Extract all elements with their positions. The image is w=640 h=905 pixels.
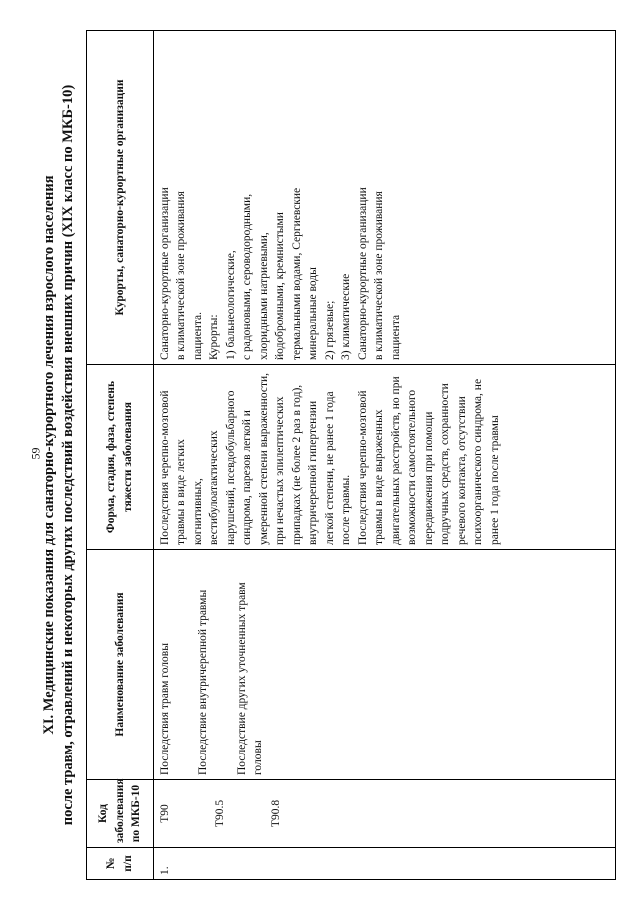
code-t90-5: T90.5 bbox=[214, 799, 226, 828]
form-line: травмы в виде легких bbox=[175, 439, 187, 545]
resort-line: йодобромными, кремнистыми bbox=[274, 212, 286, 360]
form-line: когнитивных, bbox=[191, 478, 204, 545]
table-row bbox=[153, 31, 615, 880]
form-line: вестибулоатактических bbox=[208, 430, 220, 545]
document-title bbox=[40, 30, 78, 880]
title-line-1: XI. Медицинские показания для санаторно-курортного лечения взрослого населения bbox=[41, 175, 57, 735]
form-line: ранее 1 года после травмы bbox=[488, 415, 501, 545]
resort-line: 2) грязевые; bbox=[323, 300, 336, 360]
form-line: психоорганического синдрома, не bbox=[472, 378, 484, 545]
disease-name-1: Последствия травм головы bbox=[158, 643, 171, 775]
form-line: двигательных расстройств, но при bbox=[389, 376, 402, 545]
disease-name-2: Последствие внутричерепной травмы bbox=[197, 589, 209, 775]
form-line: Последствия черепно-мозговой bbox=[356, 390, 369, 545]
rotated-content bbox=[40, 30, 620, 880]
resort-line: 3) климатические bbox=[340, 273, 352, 360]
header-resorts: Курорты, санаторно-курортные организации bbox=[87, 31, 154, 365]
disease-name-3: Последствие других уточненных травм головы bbox=[235, 582, 264, 775]
header-code: Код заболевания по МКБ-10 bbox=[87, 780, 154, 848]
title-line-2: после травм, отравлений и некоторых других последствий воздействия внешних причин (XIX класс по МКБ-10) bbox=[60, 84, 76, 826]
cell-disease-names bbox=[153, 550, 615, 780]
resort-line: в климатической зоне проживания bbox=[175, 191, 187, 360]
header-form-stage: Форма, стадия, фаза, степень тяжести заболевания bbox=[87, 365, 154, 550]
form-line: речевого контакта, отсутствии bbox=[455, 396, 468, 545]
header-disease-name: Наименование заболевания bbox=[87, 550, 154, 780]
code-t90: T90 bbox=[158, 804, 171, 823]
resort-line: термальными водами, Сергиевские bbox=[290, 187, 303, 360]
indications-table bbox=[86, 30, 616, 880]
header-number: № п/п bbox=[87, 848, 154, 880]
resort-line: пациента. bbox=[191, 312, 204, 360]
form-line: подручных средств, сохранности bbox=[439, 383, 451, 545]
cell-form-stage bbox=[153, 365, 615, 550]
form-line: припадках (не более 2 раз в год), bbox=[290, 384, 303, 545]
resort-line: хлоридными натриевыми, bbox=[257, 232, 270, 360]
form-line: синдрома, парезов легкой и bbox=[241, 410, 253, 545]
resort-line: Санаторно-курортные организации bbox=[158, 187, 171, 360]
resort-line: 1) бальнеологические, bbox=[224, 250, 237, 360]
resort-line: в климатической зоне проживания bbox=[373, 191, 385, 360]
form-line: умеренной степени выраженности, bbox=[257, 372, 270, 545]
form-line: Последствия черепно-мозговой bbox=[158, 390, 171, 545]
cell-codes bbox=[153, 780, 615, 848]
form-line: после травмы. bbox=[340, 474, 352, 545]
form-line: внутричерепной гипертензии bbox=[307, 400, 319, 545]
form-line: при нечастых эпилептических bbox=[274, 396, 286, 545]
resort-line: Санаторно-курортные организации bbox=[356, 187, 369, 360]
form-line: возможности самостоятельного bbox=[406, 389, 418, 545]
form-line: легкой степени, не ранее 1 года bbox=[323, 391, 336, 545]
cell-number: 1. bbox=[153, 848, 615, 880]
form-line: травмы в виде выраженных bbox=[373, 409, 385, 545]
resort-line: минеральные воды bbox=[307, 267, 319, 360]
form-line: нарушений, псевдобульбарного bbox=[224, 390, 237, 545]
resort-line: пациента bbox=[389, 314, 402, 360]
code-t90-8: T90.8 bbox=[269, 799, 282, 828]
page-number: 59 bbox=[28, 447, 43, 460]
resort-line: Курорты: bbox=[208, 314, 220, 360]
form-line: передвижения при помощи bbox=[422, 411, 435, 545]
cell-resorts bbox=[153, 31, 615, 365]
resort-line: с радоновыми, сероводородными, bbox=[241, 193, 253, 360]
table-header-row bbox=[87, 31, 154, 880]
